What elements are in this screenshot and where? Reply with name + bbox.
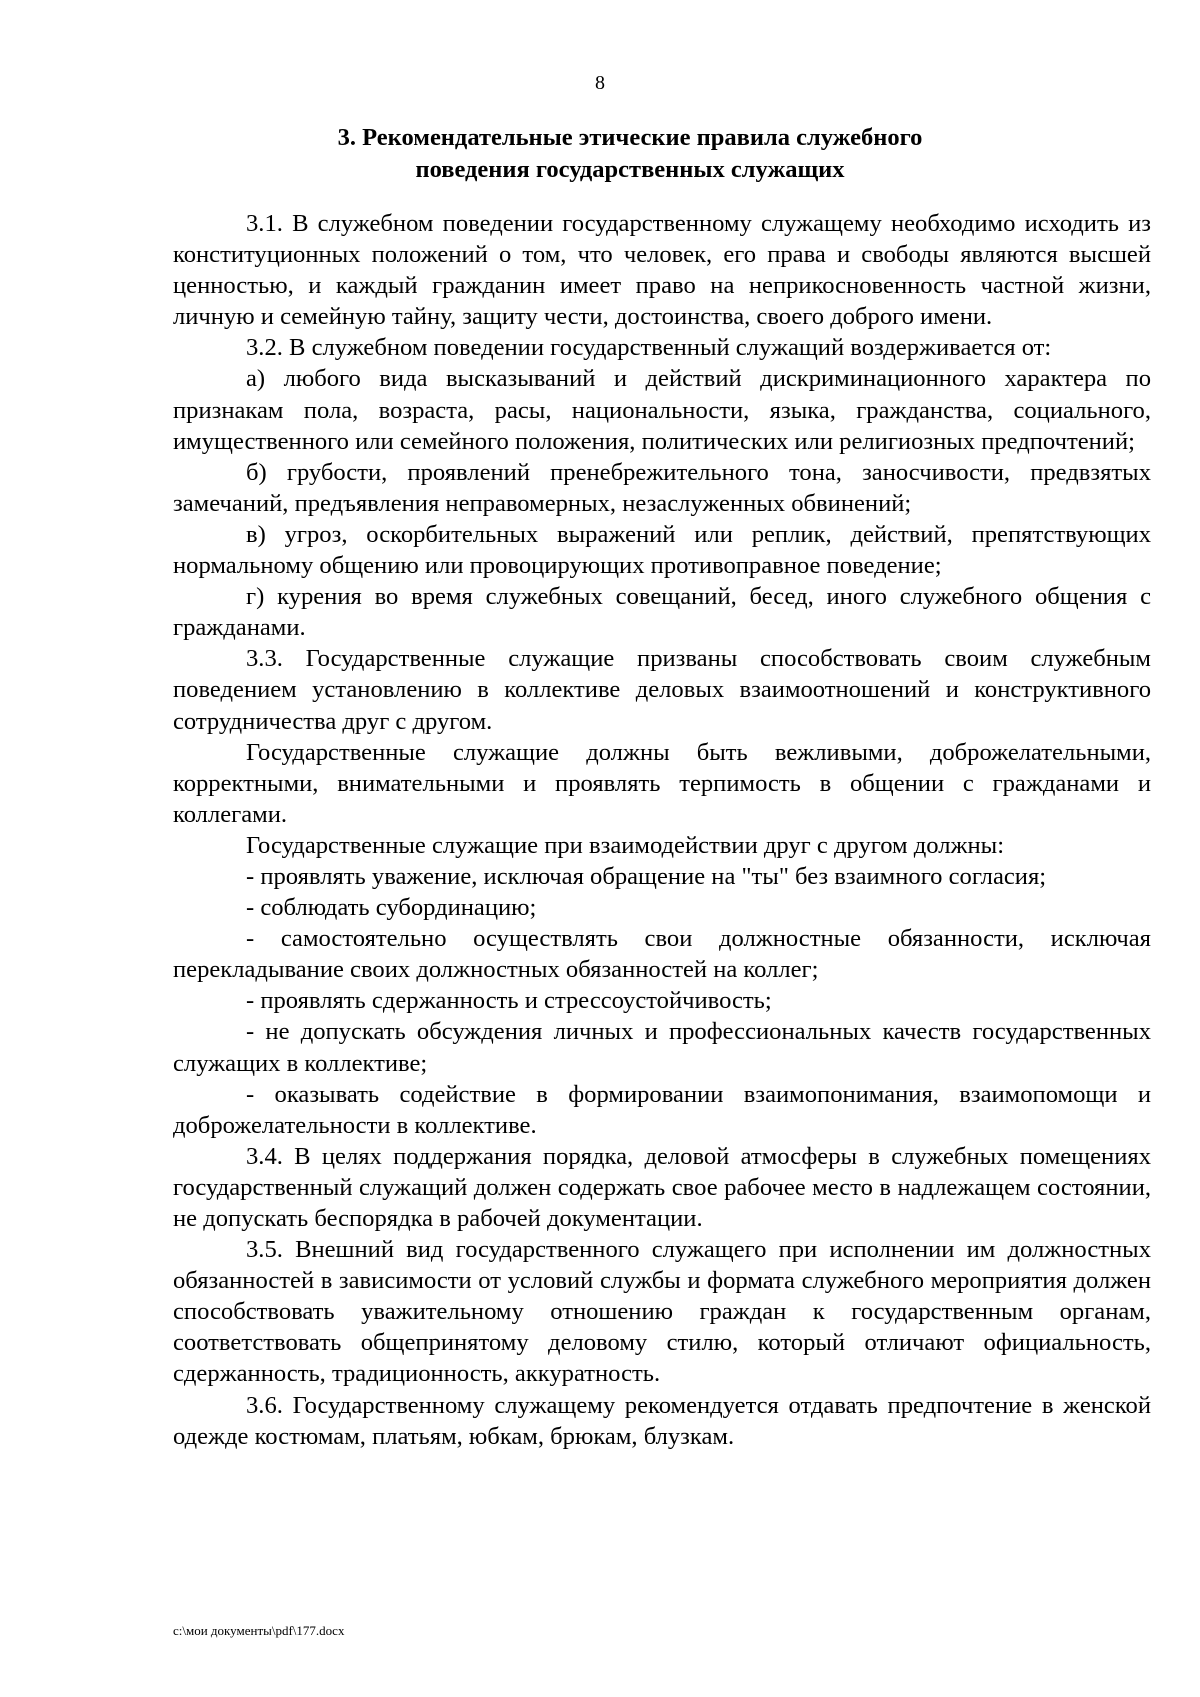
paragraph-3-6: 3.6. Государственному служащему рекомендуется отдавать предпочтение в женской одежде костюмам, платьям, юбкам, брюкам, блузкам.: [173, 1391, 1151, 1450]
section-title: [170, 122, 1090, 186]
paragraph-interaction-intro: Государственные служащие при взаимодействии друг с другом должны:: [246, 831, 1005, 859]
paragraph-3-3: 3.3. Государственные служащие призваны способствовать своим служебным поведением установлению в коллективе деловых взаимоотношений и конструктивного сотрудничества друг с другом.: [173, 645, 1151, 735]
paragraph-3-1: 3.1. В служебном поведении государственному служащему необходимо исходить из конституционных положений о том, что человек, его права и свободы являются высшей ценностью, и каждый гражданин имеет право на неприкосновенность частной жизни, личную и семейную тайну, защиту чести, достоинства, своего доброго имени.: [173, 210, 1151, 331]
dash-item-duties: - самостоятельно осуществлять свои должностные обязанности, исключая перекладывание своих должностных обязанностей на коллег;: [173, 925, 1151, 984]
paragraph-3-5: 3.5. Внешний вид государственного служащего при исполнении им должностных обязанностей в зависимости от условий службы и формата служебного мероприятия должен способствовать уважительному отношению граждан к государственным органам, соответствовать общепринятому деловому стилю, который отличают официальность, сдержанность, традиционность, аккуратность.: [173, 1236, 1151, 1388]
dash-item-restraint: - проявлять сдержанность и стрессоустойчивость;: [246, 987, 772, 1015]
section-title-line-1: 3. Рекомендательные этические правила служебного: [337, 124, 923, 151]
dash-item-no-discussion: - не допускать обсуждения личных и профессиональных качеств государственных служащих в коллективе;: [173, 1018, 1151, 1077]
list-item-g: г) курения во время служебных совещаний, бесед, иного служебного общения с гражданами.: [173, 583, 1151, 642]
document-body: [173, 208, 1151, 1452]
paragraph-3-2: 3.2. В служебном поведении государственный служащий воздерживается от:: [246, 334, 1052, 362]
footer-file-path: c:\мои документы\pdf\177.docx: [173, 1623, 345, 1638]
list-item-b: б) грубости, проявлений пренебрежительного тона, заносчивости, предвзятых замечаний, предъявления неправомерных, незаслуженных обвинений;: [173, 458, 1151, 517]
paragraph-courtesy: Государственные служащие должны быть вежливыми, доброжелательными, корректными, внимательными и проявлять терпимость в общении с гражданами и коллегами.: [173, 738, 1151, 828]
dash-item-subordination: - соблюдать субординацию;: [246, 894, 537, 922]
page-number: 8: [595, 72, 605, 94]
dash-item-assistance: - оказывать содействие в формировании взаимопонимания, взаимопомощи и доброжелательности в коллективе.: [173, 1080, 1151, 1139]
paragraph-3-4: 3.4. В целях поддержания порядка, деловой атмосферы в служебных помещениях государственный служащий должен содержать свое рабочее место в надлежащем состоянии, не допускать беспорядка в рабочей документации.: [173, 1142, 1151, 1232]
section-title-line-2: поведения государственных служащих: [415, 156, 845, 183]
dash-item-respect: - проявлять уважение, исключая обращение на "ты" без взаимного согласия;: [246, 862, 1047, 890]
list-item-a: а) любого вида высказываний и действий дискриминационного характера по признакам пола, возраста, расы, национальности, языка, гражданства, социального, имущественного или семейного положения, политических или религиозных предпочтений;: [173, 365, 1151, 455]
list-item-v: в) угроз, оскорбительных выражений или реплик, действий, препятствующих нормальному общению или провоцирующих противоправное поведение;: [173, 520, 1151, 580]
